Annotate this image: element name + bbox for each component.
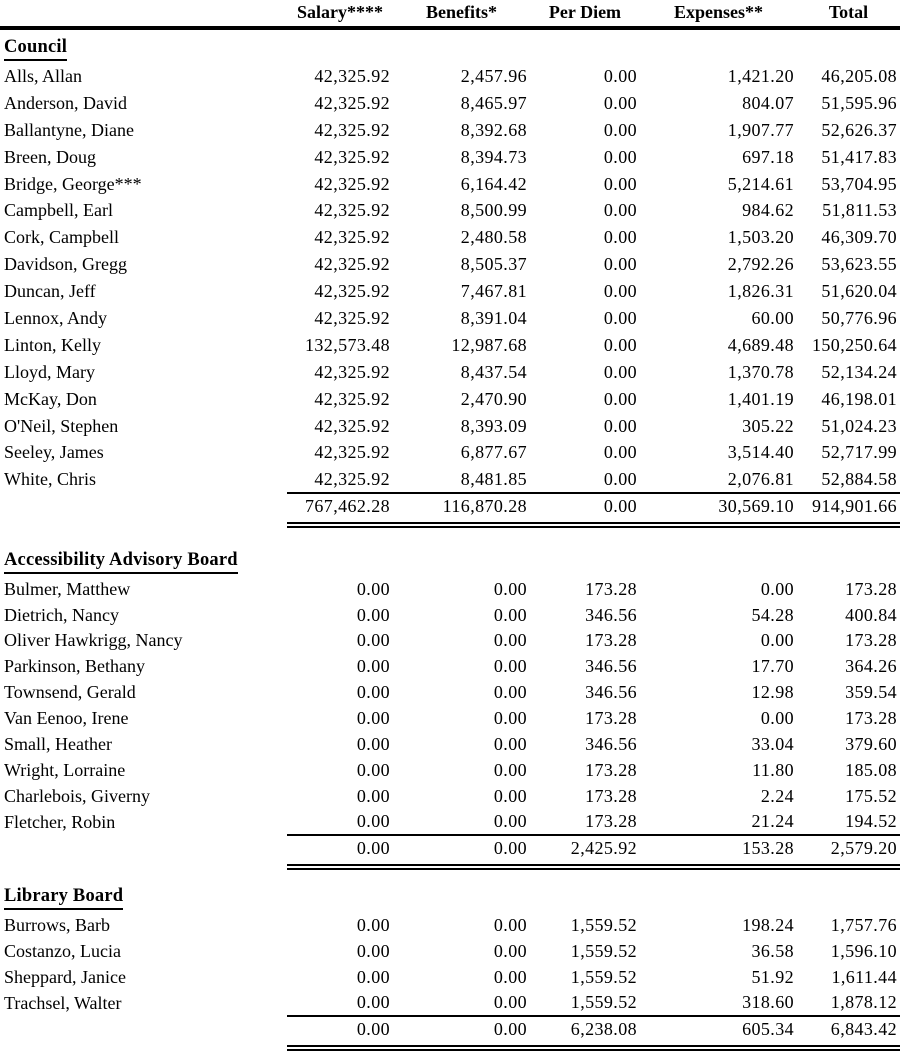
table-row [0, 63, 900, 90]
totals-row [0, 1016, 900, 1048]
section-header-cell [0, 879, 900, 912]
value-cell: 51,417.83 [821, 146, 897, 167]
totals-empty-cell [0, 493, 287, 525]
total-value-cell: 6,843.42 [797, 1016, 900, 1048]
value-cell: 173.28 [585, 630, 637, 651]
value-cell: 173.28 [845, 630, 897, 651]
value-cell: 1,757.76 [830, 914, 897, 935]
section-title: Council [4, 37, 67, 61]
total-value-cell: 30,569.10 [640, 493, 797, 525]
value-cell: 0.00 [603, 442, 637, 463]
value-cell: 42,325.92 [314, 146, 390, 167]
value-cell: 0.00 [493, 578, 527, 599]
value-cell: 12,987.68 [451, 334, 527, 355]
value-cell: 0.00 [493, 656, 527, 677]
total-column-header: Total [797, 0, 900, 28]
value-cell: 173.28 [585, 759, 637, 780]
value-cell: 0.00 [760, 630, 794, 651]
section-header-cell [0, 28, 900, 63]
member-name: Charlebois, Giverny [4, 785, 150, 806]
value-cell: 0.00 [603, 146, 637, 167]
value-cell: 0.00 [603, 468, 637, 489]
value-cell: 318.60 [742, 992, 794, 1013]
value-cell: 0.00 [493, 966, 527, 987]
value-cell: 400.84 [845, 604, 897, 625]
table-row [0, 413, 900, 440]
value-cell: 2,470.90 [460, 388, 527, 409]
member-name: Van Eenoo, Irene [4, 708, 129, 729]
value-cell: 1,559.52 [570, 992, 637, 1013]
member-name: Bridge, George*** [4, 173, 142, 194]
value-cell: 0.00 [493, 811, 527, 832]
value-cell: 8,481.85 [460, 468, 527, 489]
totals-empty-cell [0, 835, 287, 867]
table-row [0, 90, 900, 117]
total-value-cell: 0.00 [393, 835, 530, 867]
value-cell: 173.28 [585, 708, 637, 729]
totals-row [0, 493, 900, 525]
value-cell: 36.58 [751, 940, 794, 961]
member-name: Ballantyne, Diane [4, 119, 134, 140]
value-cell: 1,559.52 [570, 940, 637, 961]
value-cell: 0.00 [603, 254, 637, 275]
value-cell: 50,776.96 [821, 307, 897, 328]
table-row [0, 197, 900, 224]
table-row [0, 938, 900, 964]
value-cell: 0.00 [356, 966, 390, 987]
value-cell: 8,437.54 [460, 361, 527, 382]
value-cell: 46,205.08 [821, 65, 897, 86]
member-name: Campbell, Earl [4, 200, 113, 221]
member-name: McKay, Don [4, 388, 97, 409]
value-cell: 132,573.48 [305, 334, 390, 355]
spacer-cell [0, 867, 900, 879]
value-cell: 1,421.20 [727, 65, 794, 86]
value-cell: 42,325.92 [314, 65, 390, 86]
value-cell: 1,826.31 [727, 281, 794, 302]
value-cell: 2,792.26 [727, 254, 794, 275]
table-body [0, 28, 900, 1048]
value-cell: 359.54 [845, 682, 897, 703]
total-value-cell: 767,462.28 [287, 493, 393, 525]
value-cell: 21.24 [751, 811, 794, 832]
value-cell: 51,595.96 [821, 92, 897, 113]
member-name: Lennox, Andy [4, 307, 107, 328]
table-row [0, 171, 900, 198]
total-value-cell: 914,901.66 [797, 493, 900, 525]
table-row [0, 706, 900, 732]
value-cell: 0.00 [493, 630, 527, 651]
value-cell: 53,704.95 [821, 173, 897, 194]
member-name: Davidson, Gregg [4, 254, 127, 275]
table-header [0, 0, 900, 28]
value-cell: 42,325.92 [314, 254, 390, 275]
section-spacer [0, 867, 900, 879]
value-cell: 0.00 [356, 682, 390, 703]
header-row [0, 0, 900, 28]
value-cell: 0.00 [356, 759, 390, 780]
value-cell: 0.00 [356, 578, 390, 599]
value-cell: 0.00 [356, 992, 390, 1013]
total-value-cell: 605.34 [640, 1016, 797, 1048]
value-cell: 51,024.23 [821, 415, 897, 436]
value-cell: 51,620.04 [821, 281, 897, 302]
table-row [0, 809, 900, 835]
value-cell: 6,164.42 [460, 173, 527, 194]
value-cell: 697.18 [742, 146, 794, 167]
table-row [0, 576, 900, 602]
value-cell: 0.00 [603, 173, 637, 194]
value-cell: 0.00 [356, 656, 390, 677]
member-name: Oliver Hawkrigg, Nancy [4, 630, 183, 651]
value-cell: 305.22 [742, 415, 794, 436]
table-row [0, 251, 900, 278]
table-row [0, 224, 900, 251]
total-value-cell: 6,238.08 [530, 1016, 640, 1048]
member-name: Sheppard, Janice [4, 966, 126, 987]
value-cell: 52,717.99 [821, 442, 897, 463]
member-name: Duncan, Jeff [4, 281, 96, 302]
value-cell: 1,503.20 [727, 227, 794, 248]
value-cell: 42,325.92 [314, 92, 390, 113]
member-name: Linton, Kelly [4, 334, 101, 355]
value-cell: 0.00 [760, 578, 794, 599]
value-cell: 1,878.12 [830, 992, 897, 1013]
value-cell: 1,907.77 [727, 119, 794, 140]
value-cell: 0.00 [356, 785, 390, 806]
value-cell: 42,325.92 [314, 442, 390, 463]
value-cell: 51.92 [751, 966, 794, 987]
value-cell: 11.80 [752, 759, 794, 780]
value-cell: 0.00 [356, 604, 390, 625]
value-cell: 0.00 [356, 914, 390, 935]
totals-row [0, 835, 900, 867]
section-title: Library Board [4, 886, 123, 910]
value-cell: 42,325.92 [314, 281, 390, 302]
value-cell: 150,250.64 [812, 334, 897, 355]
section-title: Accessibility Advisory Board [4, 550, 238, 574]
value-cell: 0.00 [603, 388, 637, 409]
total-value-cell: 0.00 [287, 835, 393, 867]
table-row [0, 117, 900, 144]
value-cell: 346.56 [585, 682, 637, 703]
table-row [0, 359, 900, 386]
expenses-column-header: Expenses** [640, 0, 797, 28]
total-value-cell: 153.28 [640, 835, 797, 867]
value-cell: 54.28 [751, 604, 794, 625]
section-header-row [0, 543, 900, 576]
value-cell: 42,325.92 [314, 119, 390, 140]
value-cell: 0.00 [603, 92, 637, 113]
value-cell: 52,134.24 [821, 361, 897, 382]
value-cell: 2,076.81 [727, 468, 794, 489]
value-cell: 42,325.92 [314, 200, 390, 221]
value-cell: 7,467.81 [460, 281, 527, 302]
value-cell: 1,596.10 [830, 940, 897, 961]
value-cell: 0.00 [493, 759, 527, 780]
total-value-cell: 2,579.20 [797, 835, 900, 867]
value-cell: 364.26 [845, 656, 897, 677]
table-row [0, 466, 900, 493]
value-cell: 198.24 [742, 914, 794, 935]
value-cell: 0.00 [356, 630, 390, 651]
value-cell: 42,325.92 [314, 227, 390, 248]
value-cell: 8,394.73 [460, 146, 527, 167]
value-cell: 0.00 [493, 785, 527, 806]
value-cell: 175.52 [845, 785, 897, 806]
value-cell: 42,325.92 [314, 415, 390, 436]
value-cell: 5,214.61 [727, 173, 794, 194]
value-cell: 2.24 [760, 785, 794, 806]
value-cell: 52,884.58 [821, 468, 897, 489]
value-cell: 173.28 [585, 811, 637, 832]
member-name: Burrows, Barb [4, 914, 110, 935]
section-spacer [0, 525, 900, 543]
member-name: Cork, Campbell [4, 227, 119, 248]
member-name: Alls, Allan [4, 65, 83, 86]
table-row [0, 757, 900, 783]
table-row [0, 305, 900, 332]
value-cell: 17.70 [751, 656, 794, 677]
table-row [0, 439, 900, 466]
value-cell: 8,393.09 [460, 415, 527, 436]
spacer-cell [0, 525, 900, 543]
value-cell: 346.56 [585, 656, 637, 677]
table-row [0, 680, 900, 706]
value-cell: 0.00 [603, 65, 637, 86]
value-cell: 2,457.96 [460, 65, 527, 86]
value-cell: 173.28 [845, 708, 897, 729]
value-cell: 8,505.37 [460, 254, 527, 275]
value-cell: 1,401.19 [727, 388, 794, 409]
value-cell: 33.04 [751, 734, 794, 755]
value-cell: 804.07 [742, 92, 794, 113]
value-cell: 8,500.99 [460, 200, 527, 221]
value-cell: 51,811.53 [822, 200, 897, 221]
value-cell: 1,370.78 [727, 361, 794, 382]
value-cell: 984.62 [742, 200, 794, 221]
value-cell: 173.28 [585, 785, 637, 806]
value-cell: 0.00 [356, 940, 390, 961]
section-header-cell [0, 543, 900, 576]
table-row [0, 628, 900, 654]
value-cell: 0.00 [493, 682, 527, 703]
table-row [0, 732, 900, 758]
total-value-cell: 116,870.28 [393, 493, 530, 525]
section-header-row [0, 28, 900, 63]
table-row [0, 783, 900, 809]
member-name: Fletcher, Robin [4, 811, 116, 832]
value-cell: 0.00 [603, 119, 637, 140]
totals-empty-cell [0, 1016, 287, 1048]
value-cell: 0.00 [603, 334, 637, 355]
value-cell: 0.00 [603, 227, 637, 248]
table-row [0, 278, 900, 305]
member-name: Anderson, David [4, 92, 127, 113]
value-cell: 0.00 [493, 708, 527, 729]
value-cell: 173.28 [585, 578, 637, 599]
member-name: Seeley, James [4, 442, 104, 463]
value-cell: 173.28 [845, 578, 897, 599]
salary-column-header: Salary**** [287, 0, 393, 28]
value-cell: 0.00 [493, 604, 527, 625]
value-cell: 3,514.40 [727, 442, 794, 463]
table-row [0, 912, 900, 938]
name-column-header [0, 0, 287, 28]
perdiem-column-header: Per Diem [530, 0, 640, 28]
value-cell: 8,465.97 [460, 92, 527, 113]
table-row [0, 990, 900, 1016]
member-name: Trachsel, Walter [4, 992, 122, 1013]
member-name: Breen, Doug [4, 146, 96, 167]
value-cell: 46,198.01 [821, 388, 897, 409]
value-cell: 8,391.04 [460, 307, 527, 328]
member-name: Costanzo, Lucia [4, 940, 121, 961]
table-row [0, 654, 900, 680]
table-row [0, 332, 900, 359]
value-cell: 1,559.52 [570, 914, 637, 935]
value-cell: 42,325.92 [314, 173, 390, 194]
value-cell: 42,325.92 [314, 388, 390, 409]
value-cell: 52,626.37 [821, 119, 897, 140]
value-cell: 0.00 [603, 281, 637, 302]
value-cell: 42,325.92 [314, 468, 390, 489]
value-cell: 42,325.92 [314, 307, 390, 328]
member-name: Parkinson, Bethany [4, 656, 145, 677]
member-name: Lloyd, Mary [4, 361, 95, 382]
value-cell: 8,392.68 [460, 119, 527, 140]
member-name: Wright, Lorraine [4, 759, 126, 780]
total-value-cell: 0.00 [393, 1016, 530, 1048]
member-name: Townsend, Gerald [4, 682, 136, 703]
value-cell: 0.00 [356, 811, 390, 832]
total-value-cell: 0.00 [530, 493, 640, 525]
value-cell: 0.00 [356, 708, 390, 729]
total-value-cell: 0.00 [287, 1016, 393, 1048]
table-row [0, 386, 900, 413]
value-cell: 0.00 [603, 415, 637, 436]
value-cell: 53,623.55 [821, 254, 897, 275]
benefits-column-header: Benefits* [393, 0, 530, 28]
section-header-row [0, 879, 900, 912]
value-cell: 0.00 [603, 307, 637, 328]
value-cell: 346.56 [585, 734, 637, 755]
value-cell: 379.60 [845, 734, 897, 755]
value-cell: 42,325.92 [314, 361, 390, 382]
value-cell: 0.00 [603, 200, 637, 221]
table-row [0, 144, 900, 171]
value-cell: 194.52 [845, 811, 897, 832]
value-cell: 0.00 [760, 708, 794, 729]
value-cell: 4,689.48 [727, 334, 794, 355]
value-cell: 0.00 [493, 914, 527, 935]
table-row [0, 964, 900, 990]
value-cell: 0.00 [493, 734, 527, 755]
value-cell: 46,309.70 [821, 227, 897, 248]
value-cell: 0.00 [493, 992, 527, 1013]
value-cell: 0.00 [356, 734, 390, 755]
value-cell: 346.56 [585, 604, 637, 625]
value-cell: 1,611.44 [831, 966, 897, 987]
value-cell: 0.00 [603, 361, 637, 382]
member-name: White, Chris [4, 469, 96, 490]
member-name: Small, Heather [4, 734, 112, 755]
value-cell: 1,559.52 [570, 966, 637, 987]
total-value-cell: 2,425.92 [530, 835, 640, 867]
member-name: O'Neil, Stephen [4, 415, 119, 436]
value-cell: 185.08 [845, 759, 897, 780]
value-cell: 2,480.58 [460, 227, 527, 248]
value-cell: 0.00 [493, 940, 527, 961]
value-cell: 6,877.67 [460, 442, 527, 463]
table-row [0, 602, 900, 628]
member-name: Dietrich, Nancy [4, 604, 119, 625]
value-cell: 60.00 [751, 307, 794, 328]
value-cell: 12.98 [751, 682, 794, 703]
member-name: Bulmer, Matthew [4, 578, 131, 599]
